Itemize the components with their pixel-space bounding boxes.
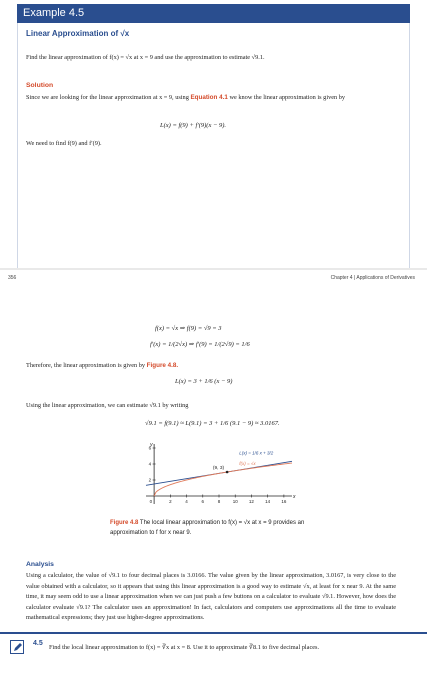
- analysis-heading: Analysis: [26, 561, 54, 568]
- figure-caption-text: The local linear approximation to f(x) = √x at x = 9 provides an approximation to f for x near 9.: [110, 520, 305, 536]
- page-number: 356: [8, 275, 17, 281]
- need-find-text: We need to find f(9) and f′(9).: [26, 140, 102, 147]
- linear-approx-formula: L(x) = f(9) + f′(9)(x − 9).: [160, 122, 227, 129]
- exercise-divider: [0, 632, 427, 634]
- series-label-2: f(x) = √x: [239, 460, 256, 466]
- estimate-formula: √9.1 = f(9.1) ≈ L(9.1) = 3 + 1/6 (9.1 − 9) ≈ 3.0167.: [145, 420, 280, 427]
- y-tick-label: 4: [148, 461, 152, 467]
- problem-statement: Find the linear approximation of f(x) = √x at x = 9 and use the approximation to estimate √9.1.: [26, 54, 265, 61]
- figure-chart: [130, 438, 300, 516]
- tangent-point-label: (9, 3): [212, 466, 225, 471]
- using-text: Using the linear approximation, we can estimate √9.1 by writing: [26, 402, 189, 409]
- figure-label: Figure 4.8: [110, 520, 139, 526]
- linear-result: L(x) = 3 + 1/6 (x − 9): [175, 378, 233, 385]
- derivation-line-2: f′(x) = 1/(2√x) ⇒ f′(9) = 1/(2√9) = 1/6: [150, 341, 250, 348]
- x-tick-label: 14: [265, 499, 271, 504]
- x-tick-label: 6: [201, 499, 205, 504]
- x-axis-label: x: [293, 494, 296, 500]
- x-tick-label: 16: [281, 499, 287, 504]
- solution-paragraph: [26, 92, 396, 103]
- exercise-number: 4.5: [33, 640, 43, 647]
- x-tick-label: 0: [149, 499, 153, 504]
- solution-heading: Solution: [26, 82, 54, 89]
- example-header: Example 4.5: [17, 4, 410, 23]
- exercise-text: Find the local linear approximation to f(x) = ∛x at x = 8. Use it to approximate ∛8.1 to five decimal places.: [49, 644, 320, 651]
- y-tick-label: 2: [148, 477, 152, 483]
- chapter-header: Chapter 4 | Applications of Derivatives: [330, 275, 415, 281]
- x-tick-label: 10: [232, 499, 238, 504]
- figure-link[interactable]: Figure 4.8.: [146, 362, 179, 369]
- page-separator: [0, 268, 427, 270]
- x-tick-label: 8: [217, 499, 221, 504]
- exercise-paragraph: [33, 640, 413, 656]
- equation-link[interactable]: Equation 4.1: [190, 94, 228, 101]
- solution-text-b: we know the linear approximation is given by: [229, 94, 346, 101]
- series-label-1: L(x) = 1/6 x + 3/2: [239, 450, 274, 456]
- pencil-icon: [10, 640, 24, 654]
- analysis-text: Using a calculator, the value of √9.1 to four decimal places is 3.0166. The value given by the linear approximation, 3.0167, is very close to the value obtained with a calculator, so it appears that using this linear approximation is a good way to estimate √x, at least for x near 9. At the same time, it may seem odd to use a linear approximation when we can just push a few buttons on a calculator to evaluate √9.1. However, how does the calculator evaluate √9.1? The calculator uses an approximation! In fact, calculators and computers use approximations all the time to evaluate mathematical expressions; they just use higher-degree approximations.: [26, 572, 396, 622]
- therefore-text: Therefore, the linear approximation is given by: [26, 362, 146, 369]
- y-tick-label: 6: [148, 445, 152, 451]
- figure-caption: [110, 518, 320, 538]
- x-tick-label: 4: [185, 499, 188, 504]
- x-tick-label: 12: [248, 499, 254, 504]
- example-title: Linear Approximation of √x: [26, 29, 130, 38]
- x-tick-label: 2: [169, 499, 172, 504]
- therefore-paragraph: [26, 360, 396, 371]
- y-axis-label: y: [150, 442, 153, 448]
- tangent-point: [226, 471, 229, 474]
- derivation-line-1: f(x) = √x ⇒ f(9) = √9 = 3: [155, 325, 222, 332]
- solution-text-a: Since we are looking for the linear approximation at x = 9, using: [26, 94, 189, 101]
